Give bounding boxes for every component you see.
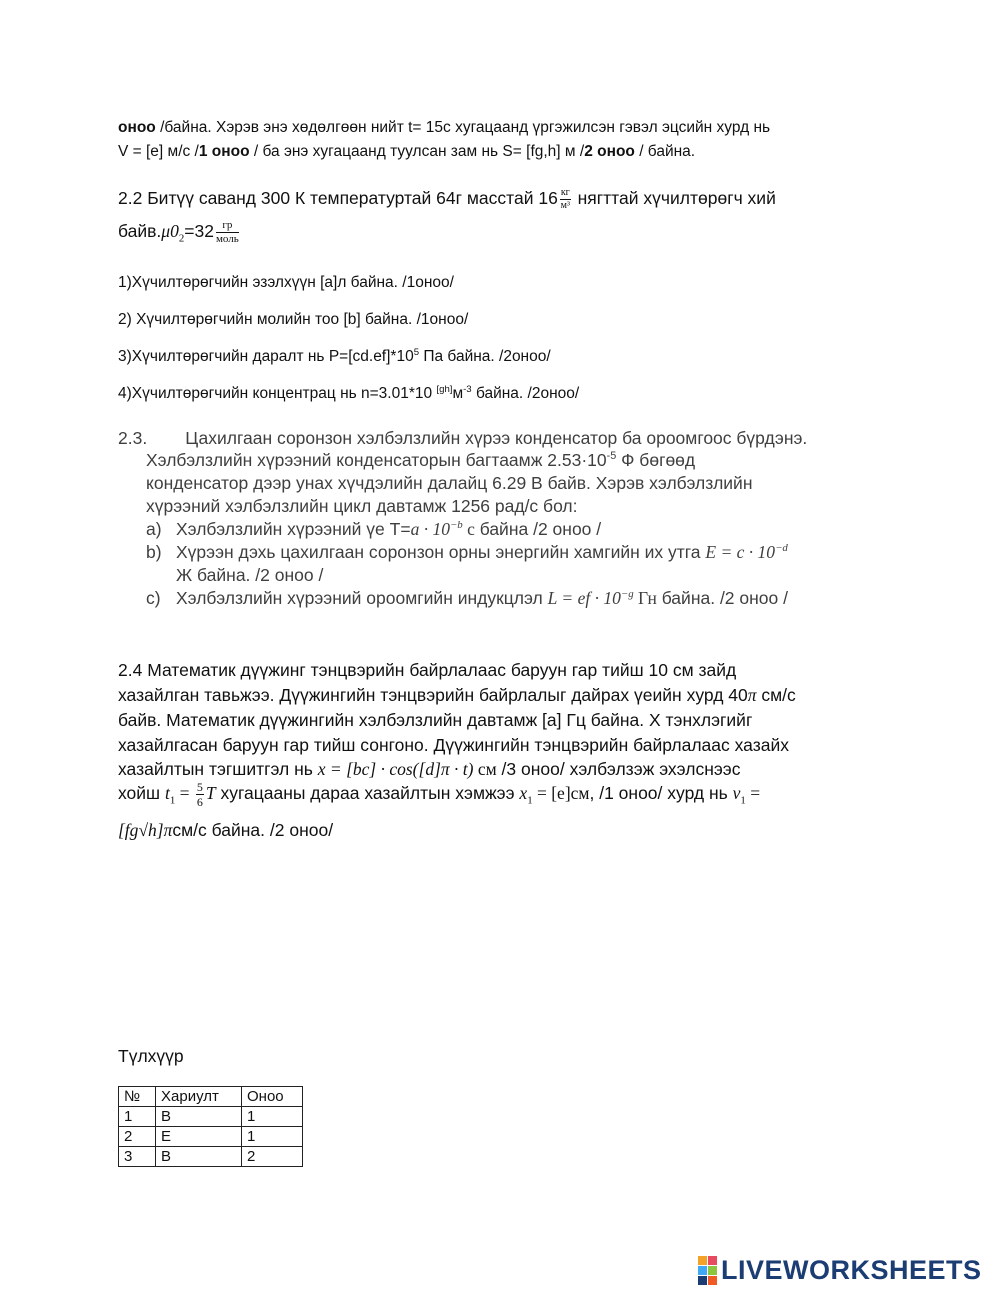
table-row [119, 1107, 303, 1127]
p24-x-sub: 1 [527, 794, 533, 807]
problem-2-4-line-5 [118, 759, 740, 780]
cell-answer: B [156, 1147, 242, 1167]
question-3 [118, 347, 551, 366]
molar-unit-den: моль [215, 233, 239, 245]
p24-v-expr-2: ]π [156, 820, 173, 840]
p24-text-7: см/с байна. /2 оноо/ [172, 820, 334, 840]
p24-text-6c: , /1 оноо/ хурд нь [589, 783, 733, 804]
sub-c-label: c) [146, 588, 161, 608]
p24-text-2: хазайлган тавьжээ. Дүүжингийн тэнцвэрийн байрлалыг дайрах үеийн хурд 40 [118, 685, 748, 705]
problem-2-4-line-2 [118, 685, 796, 706]
density-unit [560, 188, 571, 211]
p24-equation: x = [bc] · cos([d]π · t) [317, 759, 474, 779]
question-2: 2) Хүчилтөрөгчийн молийн тоо [b] байна. /1оноо/ [118, 311, 469, 328]
logo-square [708, 1276, 717, 1285]
p24-unit: см [473, 759, 497, 779]
p24-text-5b: /3 оноо/ хэлбэлзэж эхэлснээс [496, 759, 741, 779]
intro-text-4: / байна. [634, 143, 696, 160]
molar-unit-num: гр [216, 220, 239, 233]
intro-text-1: /байна. Хэрэв энэ хөдөлгөөн нийт t= 15с хугацаанд үргэжилсэн гэвэл эцсийн хурд нь [155, 119, 771, 136]
intro-line-2 [118, 143, 695, 161]
q4-text-2: м [452, 385, 464, 403]
p24-t-sub: 1 [169, 794, 176, 807]
problem-2-4-line-6 [118, 781, 760, 808]
problem-2-2-line-2 [118, 220, 241, 245]
p22-text-1: 2.2 Битүү саванд 300 К температуртай 64г масстай 16 [118, 188, 558, 209]
p24-fraction [196, 781, 204, 808]
molar-mass-symbol: μ0 [161, 221, 179, 242]
p24-text-6a: хойш [118, 783, 165, 804]
intro-bold-3: 2 оноо [584, 143, 635, 160]
p23-text-2b: Ф бөгөөд [616, 450, 696, 470]
sub-b-math: E = c · 10 [705, 542, 776, 562]
intro-text-3: / ба энэ хугацаанд туулсан зам нь S= [fg,h] м / [249, 143, 585, 160]
problem-2-3-line-3: конденсатор дээр унах хүчдэлийн далайц 6.29 В байв. Хэрэв хэлбэлзлийн [146, 473, 753, 493]
q3-text-2: Па байна. /2оноо/ [419, 348, 551, 366]
q4-sup-2: -3 [463, 384, 472, 395]
answer-key-table [118, 1086, 303, 1167]
p24-v: v [732, 783, 741, 804]
header-number: № [119, 1087, 156, 1107]
p23-sup: -5 [606, 450, 617, 463]
logo-mark-icon [698, 1256, 717, 1285]
p23-text-1: Цахилгаан соронзон хэлбэлзлийн хүрээ конденсатор ба ороомгоос бүрдэнэ. [185, 428, 808, 448]
sub-c-sup: −g [620, 588, 634, 601]
sub-a-unit: с [462, 519, 475, 539]
cell-answer: E [156, 1127, 242, 1147]
cell-number: 2 [119, 1127, 156, 1147]
logo-square [698, 1276, 707, 1285]
sub-c-unit: Гн [633, 588, 657, 608]
intro-text-2: V = [e] м/с / [118, 143, 199, 160]
p24-v-expr-1: [fg [118, 820, 139, 840]
p23-text-2a: Хэлбэлзлийн хүрээний конденсаторын багтаамж 2.53·10 [146, 450, 607, 470]
p24-t-eq: = [175, 783, 194, 804]
sub-a-label: a) [146, 519, 162, 539]
p22-text-3: байв. [118, 221, 162, 242]
p24-v-sub: 1 [740, 794, 746, 807]
p24-x-unit: см [570, 783, 590, 804]
sub-c-text-2: байна. /2 оноо / [656, 588, 788, 608]
subquestion-b [146, 542, 788, 563]
intro-line-1 [118, 119, 770, 137]
cell-number: 1 [119, 1107, 156, 1127]
problem-2-4-line-3: байв. Математик дүүжингийн хэлбэлзлийн давтамж [a] Гц байна. X тэнхлэгийг [118, 710, 753, 730]
logo-square [698, 1256, 707, 1265]
logo-square [708, 1256, 717, 1265]
p24-pi: π [747, 685, 757, 705]
sub-c-text-1: Хэлбэлзлийн хүрээний ороомгийн индукцлэл [176, 588, 548, 608]
intro-bold-1: оноо [118, 119, 156, 136]
cell-answer: B [156, 1107, 242, 1127]
p22-text-2: нягттай хүчилтөрөгч хий [572, 188, 776, 209]
answer-key-header-row [119, 1087, 303, 1107]
logo-square [698, 1266, 707, 1275]
cell-number: 3 [119, 1147, 156, 1167]
sub-a-math: a · 10 [410, 519, 450, 539]
cell-score: 1 [242, 1127, 303, 1147]
problem-2-2-line-1 [118, 188, 776, 211]
p24-v-eq: = [745, 783, 761, 804]
p24-t: t [164, 783, 170, 804]
logo-square [708, 1266, 717, 1275]
density-unit-den: м³ [560, 200, 570, 211]
sub-b-sup: −d [775, 542, 788, 555]
q4-text-3: байна. /2оноо/ [471, 385, 580, 403]
subquestion-a [146, 519, 601, 540]
sub-c-math: L = ef · 10 [547, 588, 621, 608]
q3-sup: 5 [413, 347, 420, 358]
q3-text-1: 3)Хүчилтөрөгчийн даралт нь P=[cd.ef]*10 [118, 348, 414, 366]
p24-fraction-den: 6 [196, 795, 203, 809]
problem-2-4-line-1: 2.4 Математик дүүжинг тэнцвэрийн байрлалаас баруун гар тийш 10 см зайд [118, 660, 737, 680]
p23-number: 2.3. [118, 428, 148, 448]
liveworksheets-logo[interactable] [698, 1255, 982, 1285]
p24-x-eq: = [e] [532, 783, 571, 804]
sub-b-label: b) [146, 542, 162, 562]
sub-a-sup: −b [449, 519, 463, 532]
subquestion-b-cont: Ж байна. /2 оноо / [176, 565, 324, 585]
p24-text-6b: хугацааны дараа хазайлтын хэмжээ [215, 783, 520, 804]
molar-unit [216, 220, 239, 245]
p24-text-5a: хазайлтын тэгшитгэл нь [118, 759, 318, 779]
problem-2-3-line-2 [146, 450, 695, 471]
p24-sqrt: √h [138, 820, 157, 840]
cell-score: 2 [242, 1147, 303, 1167]
table-row [119, 1127, 303, 1147]
q4-sup-1: [gh] [436, 384, 453, 395]
header-answer: Хариулт [156, 1087, 242, 1107]
cell-score: 1 [242, 1107, 303, 1127]
subquestion-c [146, 588, 788, 609]
problem-2-3-line-4: хүрээний хэлбэлзлийн цикл давтамж 1256 рад/с бол: [146, 496, 578, 516]
problem-2-3-line-1 [118, 428, 807, 449]
table-row [119, 1147, 303, 1167]
logo-text: LIVEWORKSHEETS [721, 1254, 982, 1285]
header-score: Оноо [242, 1087, 303, 1107]
sub-a-text-2: байна /2 оноо / [474, 519, 602, 539]
problem-2-4-line-4: хазайлгасан баруун гар тийш сонгоно. Дүүжингийн тэнцвэрийн байрлалаас хазайх [118, 735, 789, 755]
intro-bold-2: 1 оноо [198, 143, 250, 160]
question-4 [118, 384, 579, 403]
p24-period: T [205, 783, 216, 804]
sub-b-text-1: Хүрээн дэхь цахилгаан соронзон орны энергийн хамгийн их утга [176, 542, 706, 562]
p24-text-2b: см/с [756, 685, 796, 705]
p24-x: x [519, 783, 528, 804]
answer-key-title: Түлхүүр [118, 1046, 184, 1066]
p24-fraction-num: 5 [196, 780, 203, 794]
problem-2-4-line-7 [118, 820, 333, 841]
question-1: 1)Хүчилтөрөгчийн эзэлхүүн [a]л байна. /1оноо/ [118, 274, 454, 291]
sub-a-text-1: Хэлбэлзлийн хүрээний үе T= [176, 519, 411, 539]
p22-eq: =32 [184, 221, 214, 242]
molar-mass-sub: 2 [178, 232, 185, 245]
q4-text-1: 4)Хүчилтөрөгчийн концентрац нь n=3.01*10 [118, 385, 437, 403]
density-unit-num: кг [560, 187, 570, 198]
